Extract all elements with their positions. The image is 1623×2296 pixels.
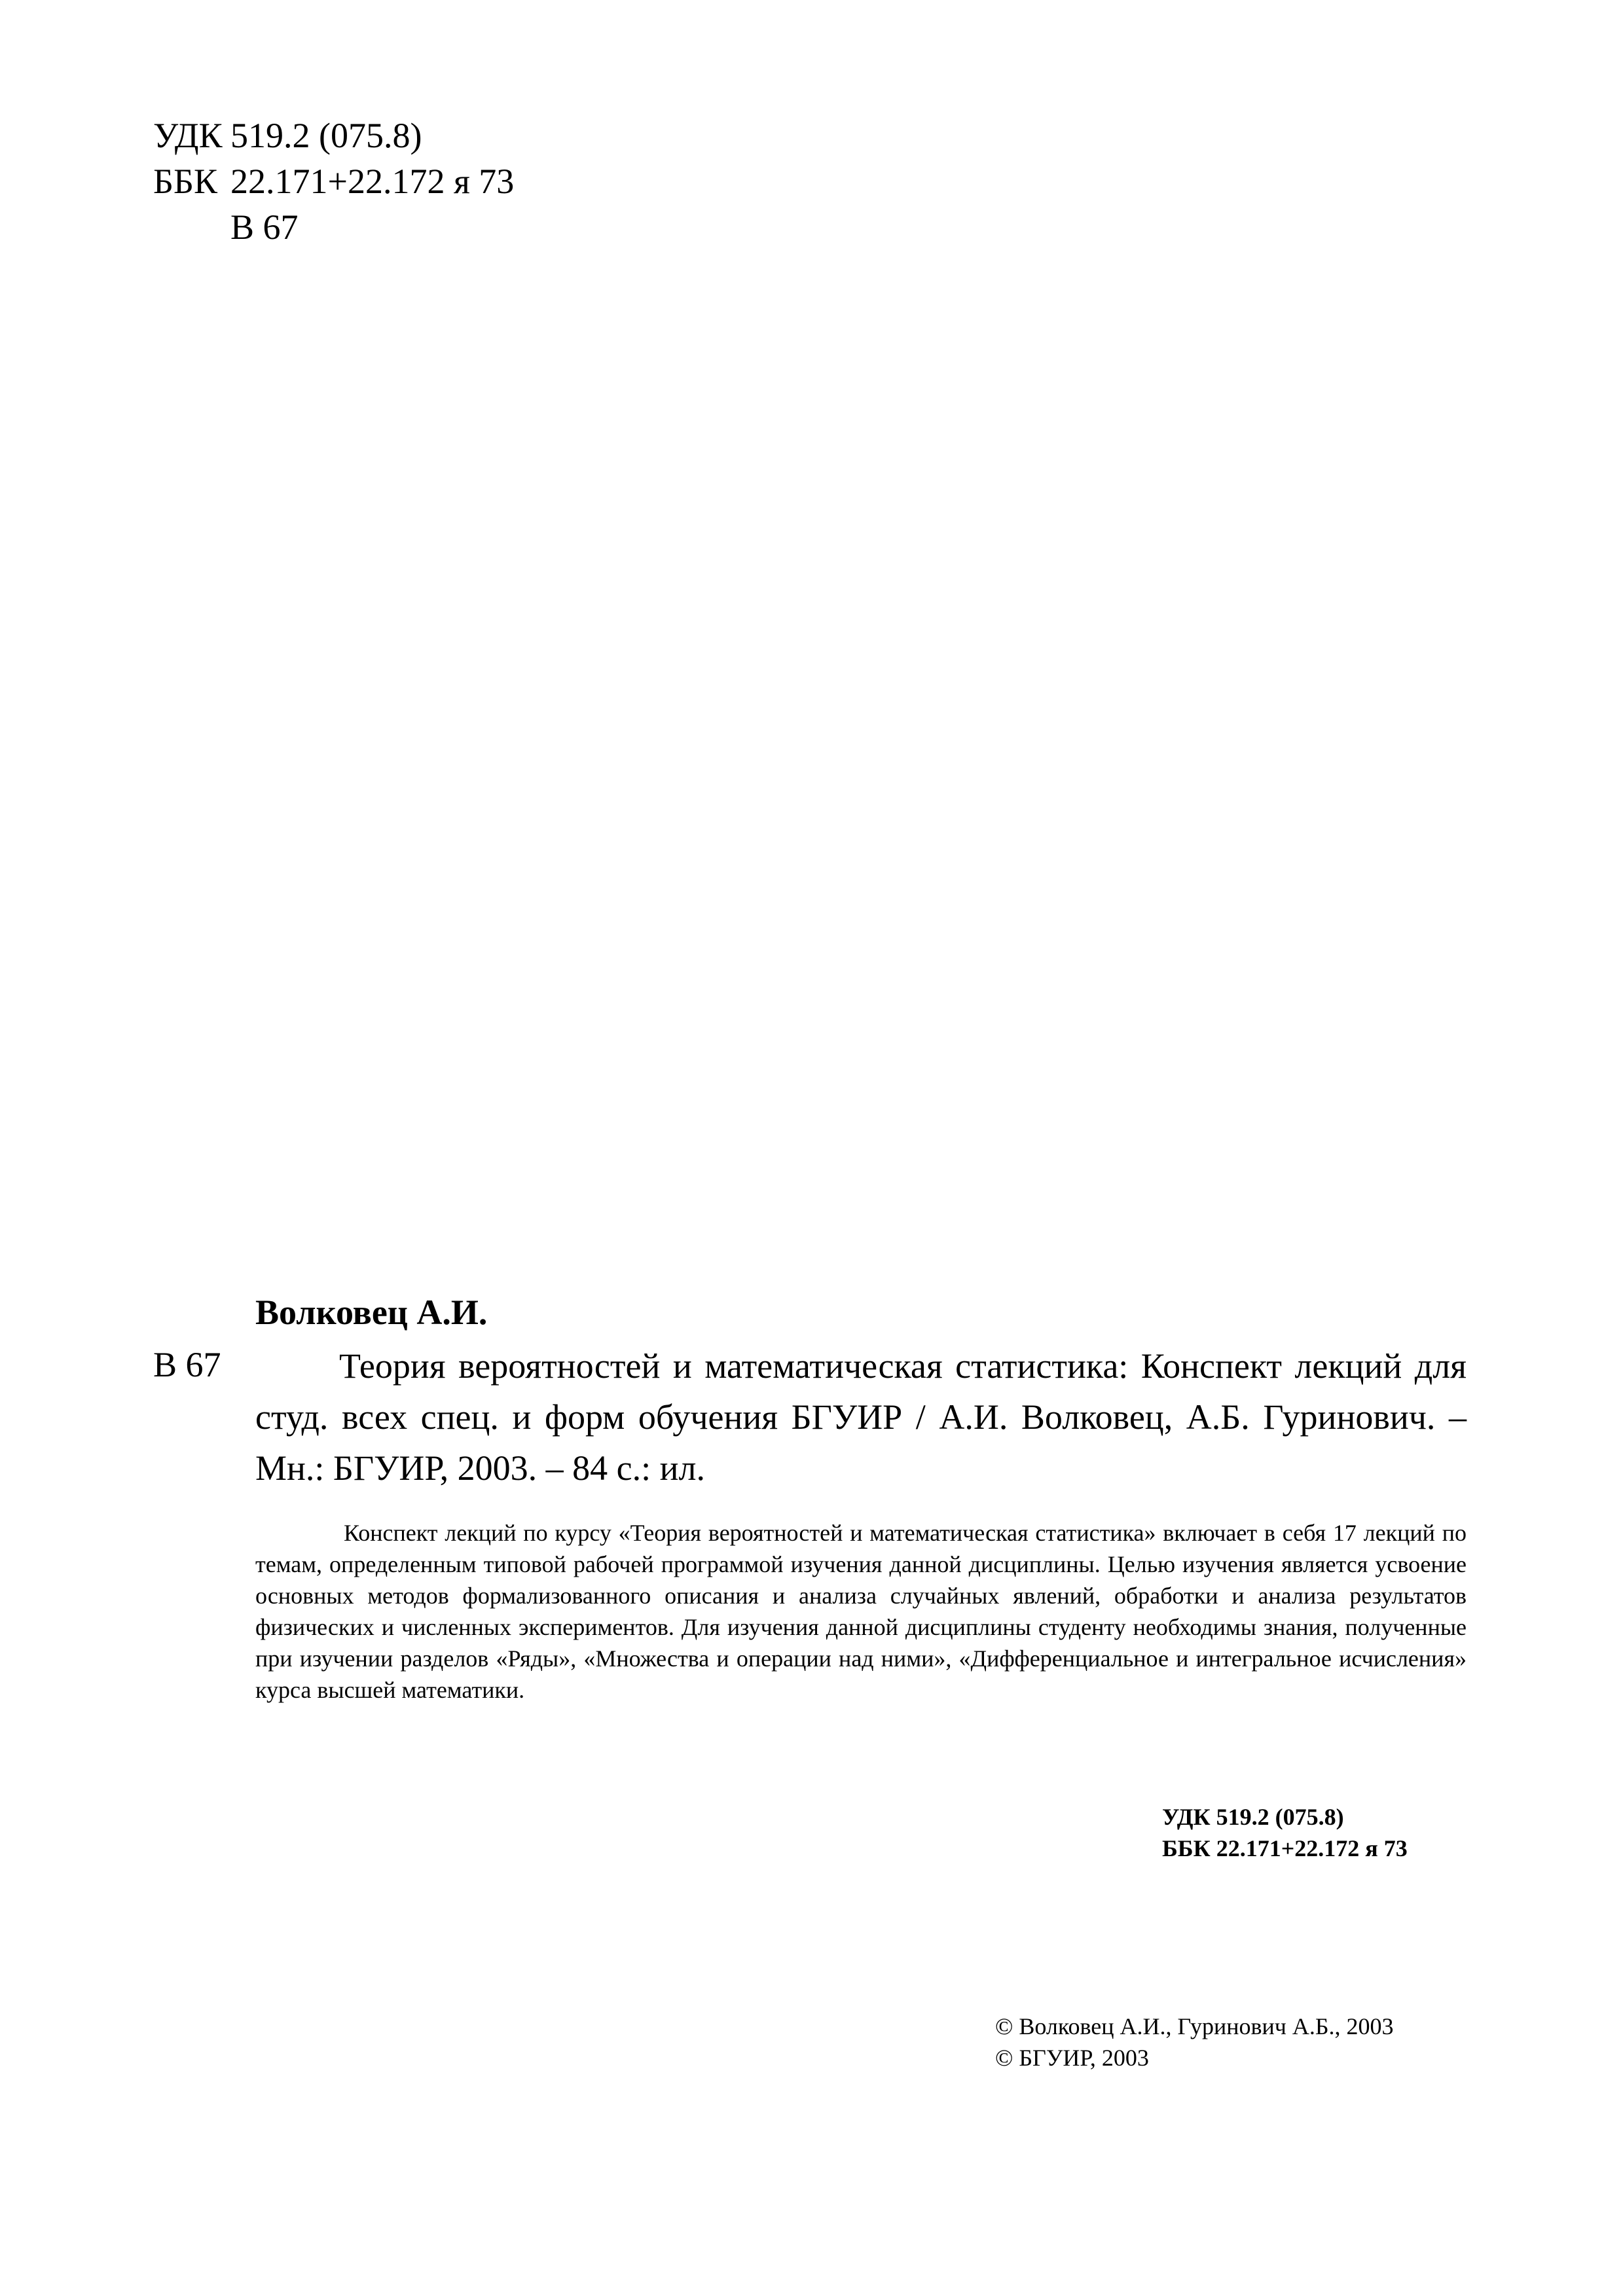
- classification-bottom: [1162, 1801, 1408, 1864]
- catalog-description: Теория вероятностей и математическая статистика: Конспект лекций для студ. всех спец. и форм обучения БГУИР / А.И. Волковец, А.Б. Гуринович. – Мн.: БГУИР, 2003. – 84 с.: ил.: [255, 1346, 1467, 1488]
- udk-bottom: УДК 519.2 (075.8): [1162, 1804, 1344, 1830]
- author-code-top: В 67: [230, 207, 299, 247]
- copyright-block: [995, 2011, 1394, 2073]
- catalog-code: В 67: [153, 1345, 221, 1384]
- udk-top-row: [153, 118, 422, 153]
- copyright-publisher: © БГУИР, 2003: [995, 2045, 1149, 2071]
- bbk-value: 22.171+22.172 я 73: [230, 162, 515, 201]
- bbk-label: ББК: [153, 162, 218, 201]
- copyright-authors: © Волковец А.И., Гуринович А.Б., 2003: [995, 2013, 1394, 2039]
- abstract-paragraph: Конспект лекций по курсу «Теория вероятностей и математическая статистика» включает в себя 17 лекций по темам, определенным типовой рабочей программой изучения данной дисциплины. Целью изучения является усвоение основных методов формализованного описания и анализа случайных явлений, обработки и анализа результатов физических и численных экспериментов. Для изучения данной дисциплины студенту необходимы знания, полученные при изучении разделов «Ряды», «Множества и операции над ними», «Дифференциальное и интегральное исчисления» курса высшей математики.: [255, 1520, 1467, 1703]
- catalog-author: Волковец А.И.: [255, 1293, 488, 1332]
- bbk-top-row: [153, 164, 514, 199]
- udk-value: 519.2 (075.8): [230, 116, 422, 155]
- udk-label: УДК: [153, 116, 223, 155]
- bbk-bottom: ББК 22.171+22.172 я 73: [1162, 1835, 1408, 1861]
